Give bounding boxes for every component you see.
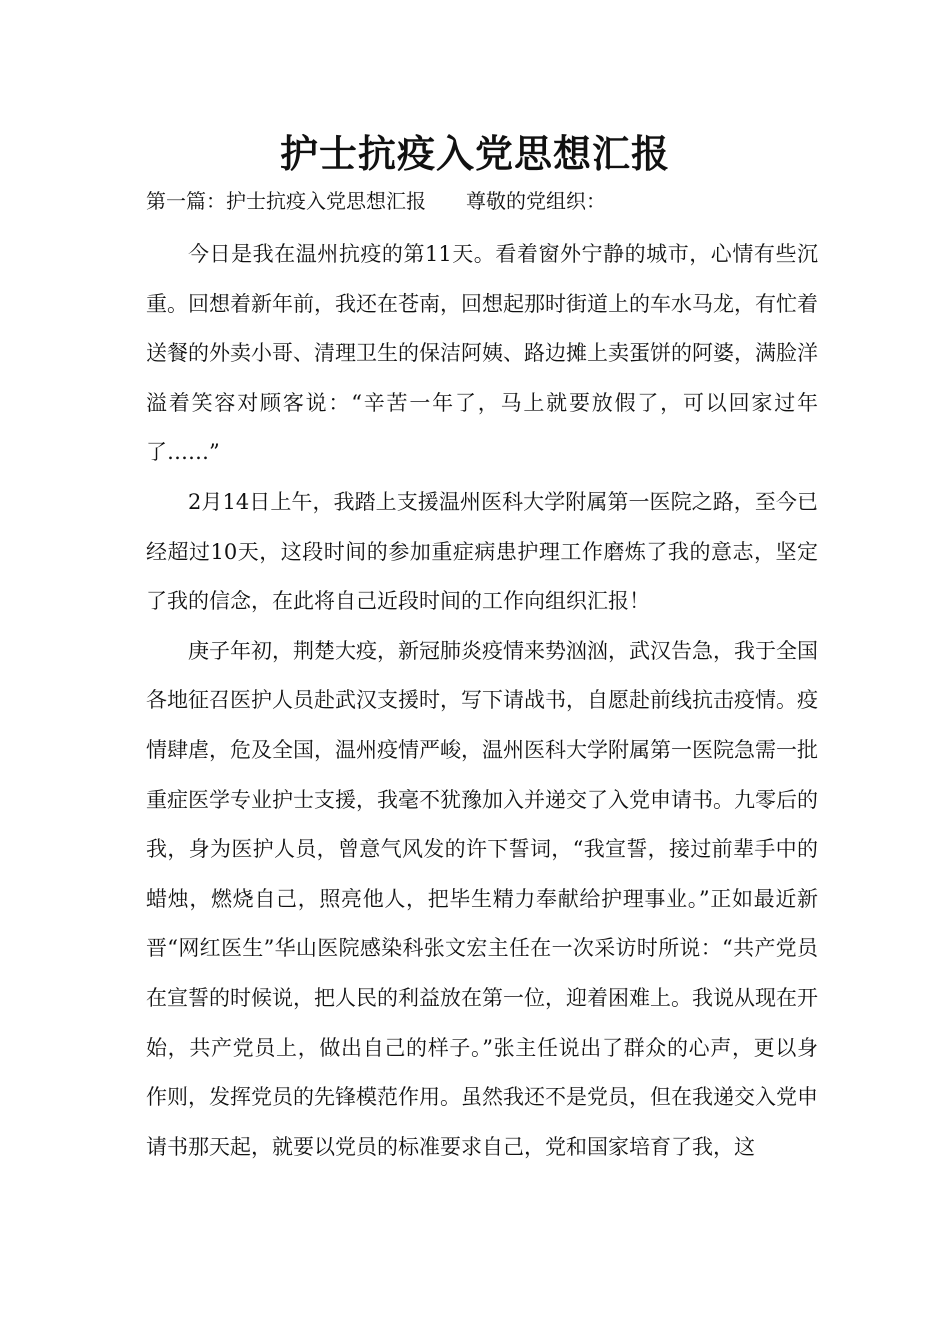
- body-paragraph-3: 庚子年初，荆楚大疫，新冠肺炎疫情来势汹汹，武汉告急，我于全国各地征召医护人员赴武汉支援时，写下请战书，自愿赴前线抗击疫情。疫情肆虐，危及全国，温州疫情严峻，温州医科大学附属第一医院急需一批重症医学专业护士支援，我毫不犹豫加入并递交了入党申请书。九零后的我，身为医护人员，曾意气风发的许下誓词，“我宣誓，接过前辈手中的蜡烛，燃烧自己，照亮他人，把毕生精力奉献给护理事业。”正如最近新晋“网红医生”华山医院感染科张文宏主任在一次采访时所说：“共产党员在宣誓的时候说，把人民的利益放在第一位，迎着困难上。我说从现在开始，共产党员上，做出自己的样子。”张主任说出了群众的心声，更以身作则，发挥党员的先锋模范作用。虽然我还不是党员，但在我递交入党申请书那天起，就要以党员的标准要求自己，党和国家培育了我，这: [146, 638, 818, 1159]
- subtitle-part-title: 第一篇：护士抗疫入党思想汇报: [146, 189, 426, 213]
- subtitle-salutation: 尊敬的党组织：: [466, 189, 606, 213]
- document-subtitle: [146, 186, 826, 216]
- body-paragraph-1: 今日是我在温州抗疫的第11天。看着窗外宁静的城市，心情有些沉重。回想着新年前，我还在苍南，回想起那时街道上的车水马龙，有忙着送餐的外卖小哥、清理卫生的保洁阿姨、路边摊上卖蛋饼的阿婆，满脸洋溢着笑容对顾客说：“辛苦一年了，马上就要放假了，可以回家过年了……”: [146, 242, 818, 465]
- body-paragraph-2: 2月14日上午，我踏上支援温州医科大学附属第一医院之路，至今已经超过10天，这段时间的参加重症病患护理工作磨炼了我的意志，坚定了我的信念，在此将自己近段时间的工作向组织汇报！: [146, 489, 818, 614]
- document-title: 护士抗疫入党思想汇报: [279, 131, 670, 176]
- document-body: [146, 230, 818, 1172]
